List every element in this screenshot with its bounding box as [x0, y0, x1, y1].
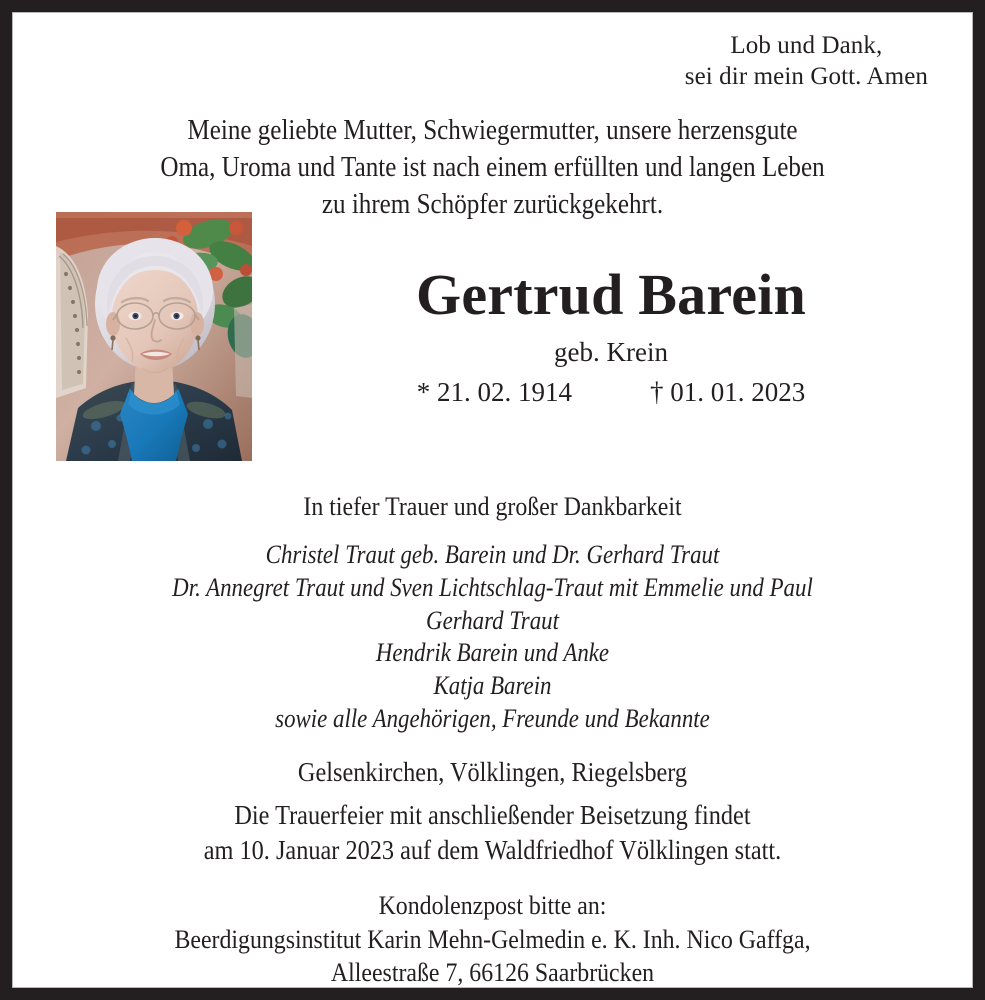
mourner-6: sowie alle Angehörigen, Freunde und Bekannte — [275, 704, 710, 734]
date-of-birth: * 21. 02. 1914 — [416, 376, 572, 407]
mourner-5: Katja Barein — [433, 671, 552, 701]
date-of-death: † 01. 01. 2023 — [650, 376, 806, 407]
ceremony-block — [35, 798, 950, 867]
places-line — [35, 756, 950, 788]
ceremony-line-2: am 10. Januar 2023 auf dem Waldfriedhof Völklingen statt. — [203, 834, 782, 865]
life-dates — [268, 378, 954, 408]
motto-line-1: Lob und Dank, — [730, 32, 883, 59]
mourners-block — [35, 491, 950, 736]
intro-line-2: Oma, Uroma und Tante ist nach einem erfüllten und langen Leben — [160, 151, 825, 183]
intro-paragraph — [43, 113, 942, 223]
places-text: Gelsenkirchen, Völklingen, Riegelsberg — [297, 757, 688, 787]
inner-hairline-rule — [12, 12, 973, 988]
portrait-photo — [56, 212, 252, 461]
condolence-line-2: Beerdigungsinstitut Karin Mehn-Gelmedin e. K. Inh. Nico Gaffga, — [174, 923, 811, 954]
condolence-line-1: Kondolenzpost bitte an: — [378, 890, 607, 920]
maiden-name: geb. Krein — [554, 337, 668, 368]
mourners-list — [35, 539, 950, 736]
condolence-line-3: Alleestraße 7, 66126 Saarbrücken — [330, 957, 655, 988]
mourner-2: Dr. Annegret Traut und Sven Lichtschlag-Traut mit Emmelie und Paul — [172, 572, 813, 602]
mourning-headline — [35, 491, 950, 523]
deceased-name: Gertrud Barein — [416, 262, 806, 327]
mourner-3: Gerhard Traut — [426, 605, 559, 635]
mourner-4: Hendrik Barein und Anke — [375, 638, 610, 668]
portrait-photo-illustration — [56, 212, 252, 461]
intro-line-3: zu ihrem Schöpfer zurückgekehrt. — [321, 188, 664, 220]
condolence-block — [31, 889, 954, 990]
obituary-notice-body — [13, 13, 972, 987]
intro-line-1: Meine geliebte Mutter, Schwiegermutter, unsere herzensgute — [187, 115, 798, 146]
mourner-1: Christel Traut geb. Barein und Dr. Gerhard Traut — [265, 539, 720, 569]
motto-line-2: sei dir mein Gott. Amen — [684, 62, 928, 90]
name-block — [268, 262, 954, 408]
motto-block — [685, 31, 928, 92]
ceremony-line-1: Die Trauerfeier mit anschließender Beisetzung findet — [234, 800, 751, 830]
mourning-headline-text: In tiefer Trauer und großer Dankbarkeit — [303, 491, 682, 521]
